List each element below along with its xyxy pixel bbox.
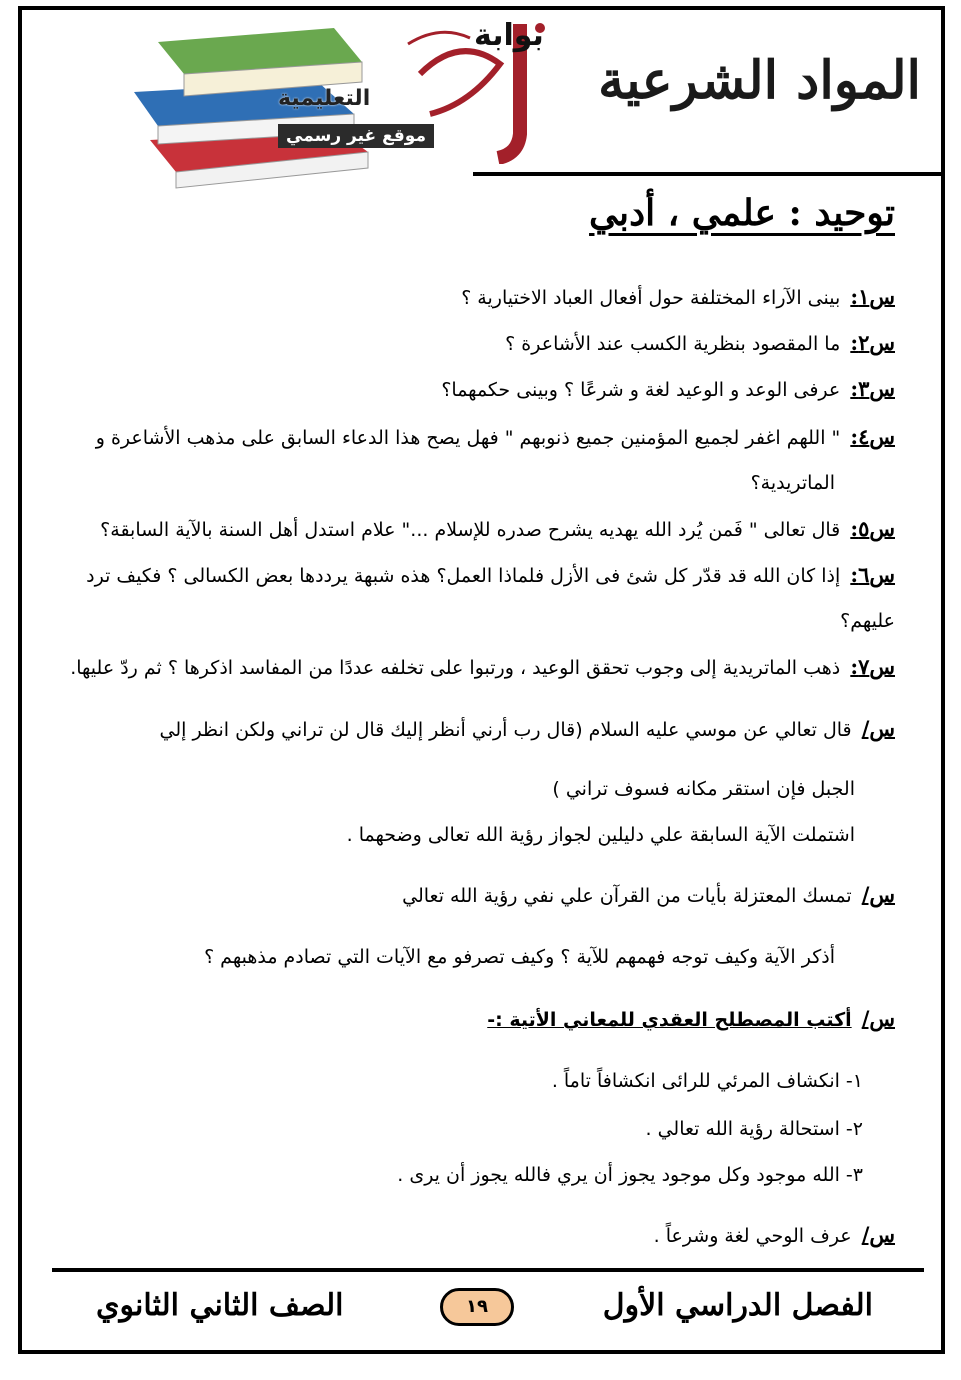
question-text: قال تعالى " فَمن يُرد الله يهديه يشرح صدره للإسلام ..." علام استدل أهل السنة بالآية السابقة؟	[100, 519, 841, 541]
question-3	[441, 366, 895, 413]
question-label: س٢:	[850, 330, 895, 355]
question-text: قال تعالي عن موسي عليه السلام (قال رب أرني أنظر إليك قال لن تراني ولكن انظر إلي	[159, 719, 852, 741]
question-8-continuation-2: اشتملت الآية السابقة علي دليلين لجواز رؤية الله تعالى وضحهما .	[346, 824, 855, 846]
question-11	[654, 1212, 895, 1259]
term-item-2: ٢- استحالة رؤية الله تعالي .	[645, 1118, 863, 1140]
question-label: س٤:	[850, 424, 895, 449]
question-text: إذا كان الله قد قدّر كل شئ فى الأزل فلماذا العمل؟ هذه شبهة يرددها بعض الكسالى ؟ فكيف ترد	[86, 565, 841, 587]
page-number: ١٩	[440, 1288, 514, 1326]
question-8	[160, 706, 896, 753]
question-label: س٣:	[850, 376, 895, 401]
footer-divider	[52, 1268, 924, 1272]
question-4-continuation: الماتريدية؟	[750, 472, 835, 494]
question-label: س/	[861, 882, 895, 907]
footer-term: الفصل الدراسي الأول	[602, 1288, 873, 1323]
question-6-continuation: عليهم؟	[840, 610, 895, 632]
term-item-3: ٣- الله موجود وكل موجود يجوز أن يري فالله يجوز أن يرى .	[397, 1164, 863, 1186]
logo-word: بوابة	[474, 18, 544, 53]
question-label: س/	[861, 1222, 895, 1247]
question-1	[461, 274, 895, 321]
header-divider	[473, 172, 945, 176]
question-text: تمسك المعتزلة بأيات من القرآن علي نفي رؤية الله تعالي	[402, 885, 852, 907]
question-text: ما المقصود بنظرية الكسب عند الأشاعرة ؟	[505, 333, 841, 355]
question-label: س١:	[850, 284, 895, 309]
question-label: س٦:	[850, 562, 895, 587]
brand-title: المواد الشرعية	[598, 50, 921, 111]
section-title: توحيد : علمي ، أدبي	[589, 192, 895, 234]
question-8-continuation: الجبل فإن استقر مكانه فسوف تراني )	[552, 778, 855, 800]
question-text: أكتب المصطلح العقدي للمعاني الأتية :-	[487, 1009, 852, 1031]
question-10	[487, 996, 895, 1043]
question-label: س٥:	[850, 516, 895, 541]
question-9	[402, 872, 895, 919]
term-item-1: ١- انكشاف المرئي للرائى انكشافاً تاماً .	[551, 1070, 863, 1092]
question-2	[505, 320, 895, 367]
question-label: س/	[861, 1006, 895, 1031]
site-tag: موقع غير رسمي	[278, 124, 434, 148]
footer-grade: الصف الثاني الثانوي	[96, 1288, 344, 1323]
question-text: " اللهم اغفر لجميع المؤمنين جميع ذنوبهم " فهل يصح هذا الدعاء السابق على مذهب الأشاعرة و	[95, 427, 841, 449]
question-7	[70, 644, 895, 691]
question-4	[96, 414, 895, 461]
site-name: التعليمية	[278, 86, 371, 111]
question-6	[86, 552, 895, 599]
question-5	[100, 506, 895, 553]
question-text: بينى الآراء المختلفة حول أفعال العباد الاختيارية ؟	[461, 287, 841, 309]
question-9-continuation: أذكر الآية وكيف توجه فهمهم للآية ؟ وكيف تصرفو مع الآيات التي تصادم مذهبهم ؟	[204, 946, 835, 968]
question-label: س٧:	[850, 654, 895, 679]
question-text: عرف الوحي لغة وشرعاً .	[653, 1225, 852, 1247]
question-label: س/	[861, 716, 895, 741]
question-text: عرفى الوعد و الوعيد لغة و شرعًا ؟ وبينى حكمهما؟	[441, 379, 841, 401]
question-text: ذهب الماتريدية إلى وجوب تحقق الوعيد ، ورتبوا على تخلفه عددًا من المفاسد اذكرها ؟ ثم ردّ عليها.	[70, 657, 841, 679]
